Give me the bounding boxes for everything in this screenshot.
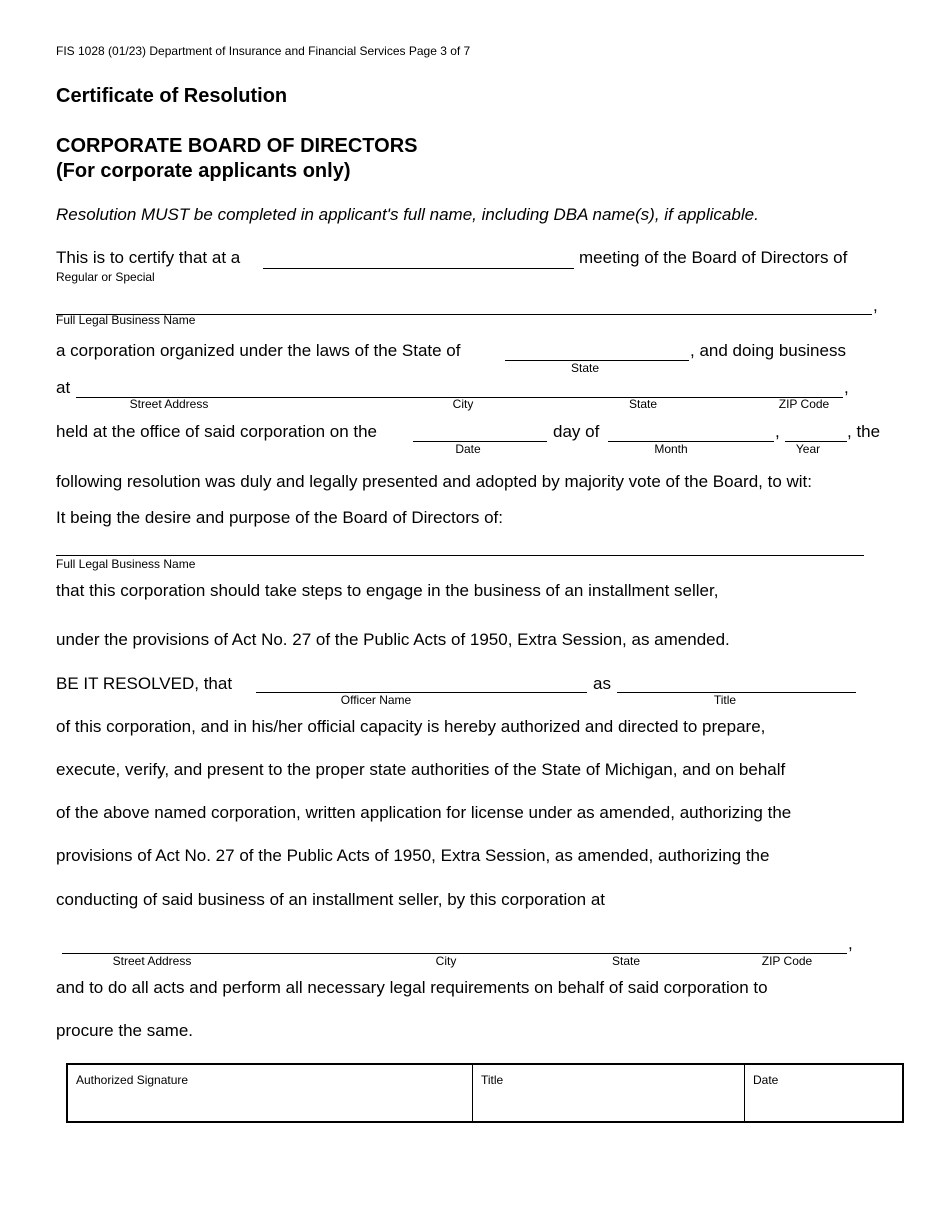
body-line: of the above named corporation, written application for license under as amended, authorizing the bbox=[56, 803, 792, 822]
closing-text: procure the same. bbox=[56, 1021, 194, 1040]
officer-name-field[interactable] bbox=[256, 692, 587, 693]
state-caption: State bbox=[611, 954, 641, 968]
body-line: conducting of said business of an installment seller, by this corporation at bbox=[56, 890, 606, 909]
board-title: CORPORATE BOARD OF DIRECTORS bbox=[56, 135, 418, 157]
signature-table bbox=[66, 1063, 904, 1123]
date-cell[interactable] bbox=[745, 1065, 902, 1121]
steps-text: that this corporation should take steps to engage in the business of an installment seller, bbox=[56, 581, 719, 600]
organized-text: a corporation organized under the laws of the State of bbox=[56, 341, 461, 360]
body-line: of this corporation, and in his/her official capacity is hereby authorized and directed to prepare, bbox=[56, 717, 766, 736]
comma: , bbox=[775, 422, 780, 441]
month-caption: Month bbox=[654, 442, 688, 456]
desire-text: It being the desire and purpose of the Board of Directors of: bbox=[56, 508, 503, 527]
body-line: execute, verify, and present to the proper state authorities of the State of Michigan, and on behalf bbox=[56, 760, 786, 779]
board-subtitle: (For corporate applicants only) bbox=[56, 160, 351, 182]
title-caption: Title bbox=[713, 693, 737, 707]
street-caption: Street Address bbox=[112, 954, 192, 968]
state-caption: State bbox=[570, 361, 600, 375]
provisions-text: under the provisions of Act No. 27 of the Public Acts of 1950, Extra Session, as amended. bbox=[56, 630, 730, 649]
at-text: at bbox=[56, 378, 71, 397]
certificate-title: Certificate of Resolution bbox=[56, 85, 288, 107]
business-name-field-2[interactable] bbox=[56, 555, 864, 556]
comma: , bbox=[848, 934, 853, 953]
zip-caption: ZIP Code bbox=[778, 397, 830, 411]
date-caption: Date bbox=[455, 442, 481, 456]
certify-text: This is to certify that at a bbox=[56, 248, 241, 267]
comma: , bbox=[873, 296, 878, 315]
certify-text-post: meeting of the Board of Directors of bbox=[579, 248, 848, 267]
zip-caption: ZIP Code bbox=[761, 954, 813, 968]
business-name-caption: Full Legal Business Name bbox=[56, 313, 196, 327]
city-caption: City bbox=[435, 954, 457, 968]
state-caption: State bbox=[628, 397, 658, 411]
business-name-caption-2: Full Legal Business Name bbox=[56, 557, 196, 571]
page-header: FIS 1028 (01/23) Department of Insurance and Financial Services Page 3 of 7 bbox=[56, 44, 471, 58]
signature-label: Authorized Signature bbox=[76, 1073, 189, 1087]
following-text: following resolution was duly and legally presented and adopted by majority vote of the Board, to wit: bbox=[56, 472, 813, 491]
date-label: Date bbox=[753, 1073, 779, 1087]
year-caption: Year bbox=[795, 442, 821, 456]
comma: , bbox=[844, 378, 849, 397]
held-text: held at the office of said corporation on the bbox=[56, 422, 378, 441]
instruction-text: Resolution MUST be completed in applicant's full name, including DBA name(s), if applicable. bbox=[56, 205, 759, 224]
body-line: provisions of Act No. 27 of the Public Acts of 1950, Extra Session, as amended, authorizing the bbox=[56, 846, 770, 865]
city-caption: City bbox=[452, 397, 474, 411]
title-label: Title bbox=[481, 1073, 504, 1087]
title-cell[interactable] bbox=[473, 1065, 745, 1121]
meeting-type-caption: Regular or Special bbox=[56, 270, 155, 284]
day-of-text: day of bbox=[553, 422, 600, 441]
closing-text: and to do all acts and perform all necessary legal requirements on behalf of said corporation to bbox=[56, 978, 768, 997]
organized-text-post: , and doing business bbox=[690, 341, 846, 360]
month-field[interactable] bbox=[608, 441, 774, 442]
officer-title-field[interactable] bbox=[617, 692, 856, 693]
street-caption: Street Address bbox=[129, 397, 209, 411]
as-text: as bbox=[593, 674, 611, 693]
the-text: , the bbox=[847, 422, 881, 441]
signature-cell[interactable] bbox=[68, 1065, 473, 1121]
resolved-text: BE IT RESOLVED, that bbox=[56, 674, 233, 693]
meeting-type-field[interactable] bbox=[263, 268, 574, 269]
officer-caption: Officer Name bbox=[340, 693, 412, 707]
